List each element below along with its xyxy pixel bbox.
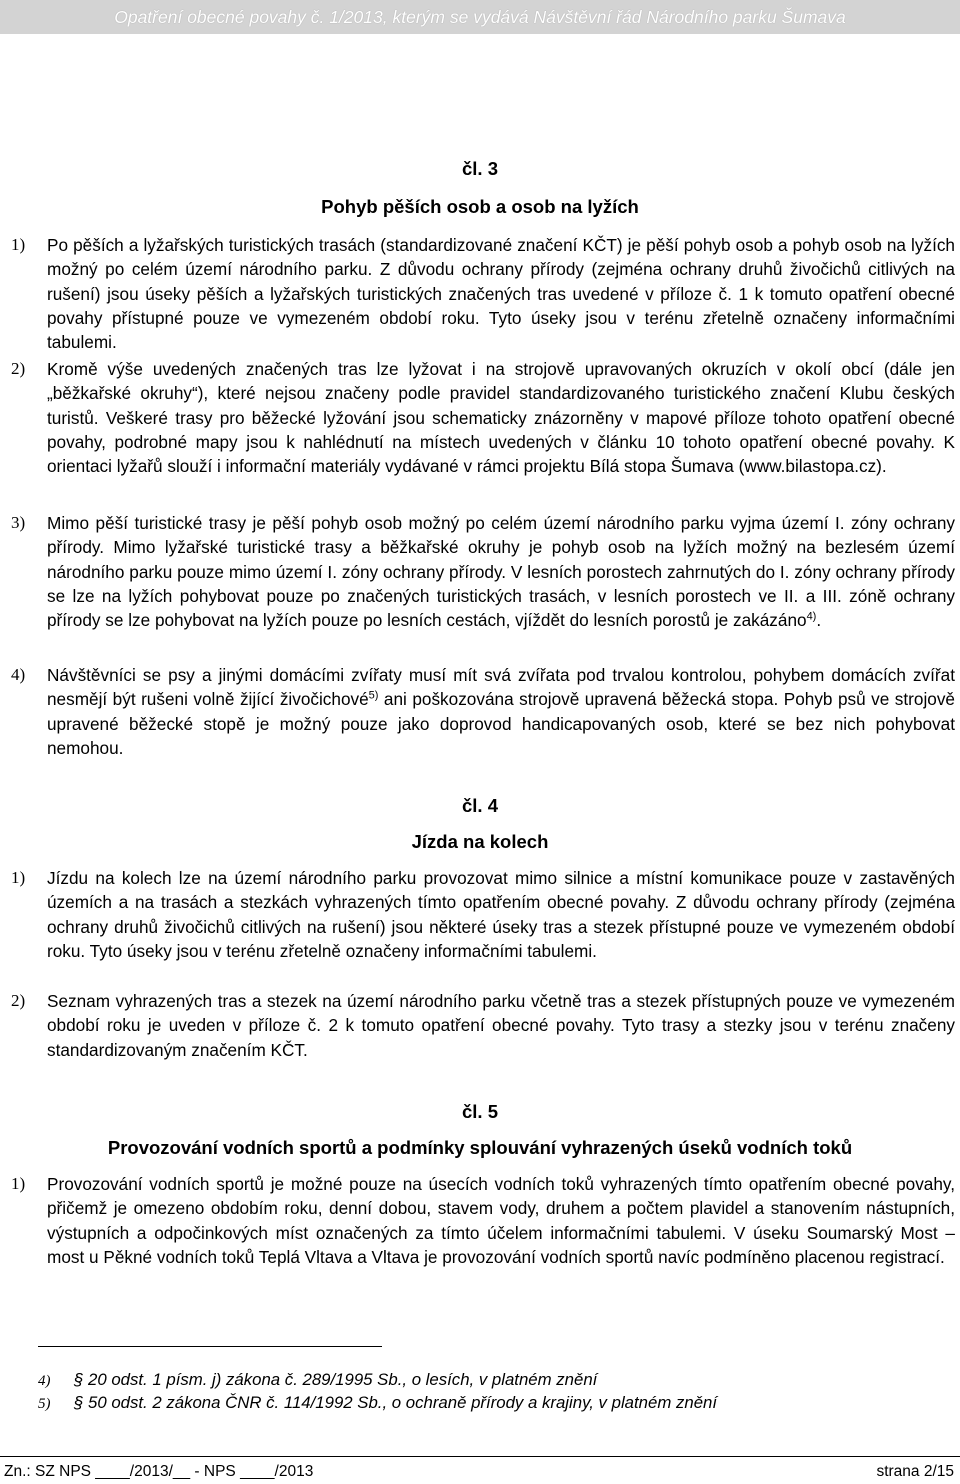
footer-reference: Zn.: SZ NPS ____/2013/__ - NPS ____/2013	[4, 1463, 314, 1480]
paragraph-number: 2)	[11, 359, 26, 378]
section-3-paragraph-2	[11, 357, 955, 478]
section-3-number: čl. 3	[462, 158, 498, 179]
footnote-4	[38, 1369, 597, 1392]
header-title: Opatření obecné povahy č. 1/2013, kterým se vydává Návštěvní řád Národního parku Šumava	[114, 6, 846, 27]
paragraph-text: Seznam vyhrazených tras a stezek na území národního parku včetně tras a stezek přístupných pouze ve vymezeném období roku je uveden v příloze č. 2 k tomuto opatření obecné povahy. Tyto trasy a stezky jsou v terénu značeny standardizovaným značením KČT.	[47, 991, 955, 1060]
footnote-number: 4)	[38, 1373, 51, 1389]
footnote-5	[38, 1392, 717, 1415]
paragraph-number: 1)	[11, 1174, 26, 1193]
footnote-ref-4[interactable]: 4)	[806, 610, 817, 623]
footer-separator	[0, 1456, 960, 1457]
paragraph-text: Jízdu na kolech lze na území národního parku provozovat mimo silnice a místní komunikace pouze v zastavěných územích a na trasách a stezkách vyhrazených tímto opatřením obecné povahy. Z důvodu ochrany přírody (zejména ochrany druhů živočichů citlivých na rušení) jsou některé úseky tras a stezek přístupné pouze ve vymezeném období roku. Tyto úseky jsou v terénu zřetelně označeny informačními tabulemi.	[47, 868, 955, 961]
section-5-paragraph-1	[11, 1172, 955, 1269]
section-4-number: čl. 4	[462, 795, 498, 816]
paragraph-text: Provozování vodních sportů je možné pouze na úsecích vodních toků vyhrazených tímto opatřením obecné povahy, přičemž je omezeno obdobím roku, denní dobou, stavem vody, druhem a počtem plavidel a stanovením nástupních, výstupních a odpočinkových míst označených za tímto účelem informačními tabulemi. V úseku Soumarský Most – most u Pěkné vodních toků Teplá Vltava a Vltava je provozování vodních sportů navíc podmíněno placenou registrací.	[47, 1174, 955, 1267]
paragraph-number: 1)	[11, 868, 26, 887]
paragraph-number: 2)	[11, 991, 26, 1010]
paragraph-tail: .	[816, 610, 822, 631]
section-3-paragraph-1	[11, 233, 955, 354]
section-4-paragraph-2	[11, 989, 955, 1062]
running-header	[0, 0, 960, 34]
section-4-title: Jízda na kolech	[411, 831, 549, 852]
page-number: strana 2/15	[876, 1463, 954, 1480]
footnote-ref-5[interactable]: 5)	[368, 689, 379, 702]
section-3-title: Pohyb pěších osob a osob na lyžích	[321, 196, 639, 217]
paragraph-text: Návštěvníci se psy a jinými domácími zvířaty musí mít svá zvířata pod trvalou kontrolou, pohybem domácích zvířat nesmějí být rušeni volně žijící živočichové	[47, 665, 955, 710]
footnote-number: 5)	[38, 1396, 51, 1412]
paragraph-number: 3)	[11, 513, 26, 532]
paragraph-text: Kromě výše uvedených značených tras lze lyžovat i na strojově upravovaných okruzích v okolí obcí (dále jen „běžkařské okruhy“), které nejsou značeny podle pravidel standardizovaného turistického značení Klubu českých turistů. Veškeré trasy pro běžecké lyžování jsou schematicky znázorněny v mapové příloze tohoto opatření obecné povahy, podrobné mapy jsou k nahlédnutí na místech uvedených v článku 10 tohoto opatření obecné povahy. K orientaci lyžařů slouží i informační materiály vydávané v rámci projektu Bílá stopa Šumava (www.bilastopa.cz).	[47, 359, 955, 477]
paragraph-number: 4)	[11, 665, 26, 684]
paragraph-text: Mimo pěší turistické trasy je pěší pohyb osob možný po celém území národního parku vyjma území I. zóny ochrany přírody. Mimo lyžařské turistické trasy a běžkařské okruhy je pohyb osob na lyžích možný na bezlesém území národního parku pouze mimo území I. zóny ochrany přírody. V lesních porostech zahrnutých do I. zóny ochrany přírody se lze na lyžích pohybovat pouze po značených turistických trasách, v lesních porostech ve II. a III. zóně ochrany přírody se lze pohybovat na lyžích pouze po lesních cestách, vjíždět do lesních porostů je zakázáno	[47, 513, 955, 631]
section-5-title: Provozování vodních sportů a podmínky splouvání vyhrazených úseků vodních toků	[107, 1137, 853, 1158]
footnote-text: § 20 odst. 1 písm. j) zákona č. 289/1995 Sb., o lesích, v platném znění	[74, 1370, 598, 1389]
section-3-paragraph-3	[11, 511, 955, 632]
footnote-text: § 50 odst. 2 zákona ČNR č. 114/1992 Sb., o ochraně přírody a krajiny, v platném znění	[74, 1393, 718, 1412]
section-4-paragraph-1	[11, 866, 955, 963]
paragraph-number: 1)	[11, 235, 26, 254]
paragraph-tail: ani poškozována strojově upravená běžecká stopa. Pohyb psů ve strojově upravené běžecké stopě je možný pouze jako doprovod handicapovaných osob, které se bez nich pohybovat nemohou.	[47, 689, 955, 758]
section-3-paragraph-4	[11, 663, 955, 760]
footnote-separator	[38, 1346, 382, 1347]
paragraph-text: Po pěších a lyžařských turistických trasách (standardizované značení KČT) je pěší pohyb osob a pohyb osob na lyžích možný po celém území národního parku. Z důvodu ochrany přírody (zejména ochrany druhů živočichů citlivých na rušení) jsou úseky pěších a lyžařských turistických značených tras uvedené v příloze č. 1 k tomuto opatření obecné povahy přístupné pouze ve vymezeném období roku. Tyto úseky jsou v terénu zřetelně označeny informačními tabulemi.	[47, 235, 955, 353]
section-5-number: čl. 5	[462, 1101, 498, 1122]
